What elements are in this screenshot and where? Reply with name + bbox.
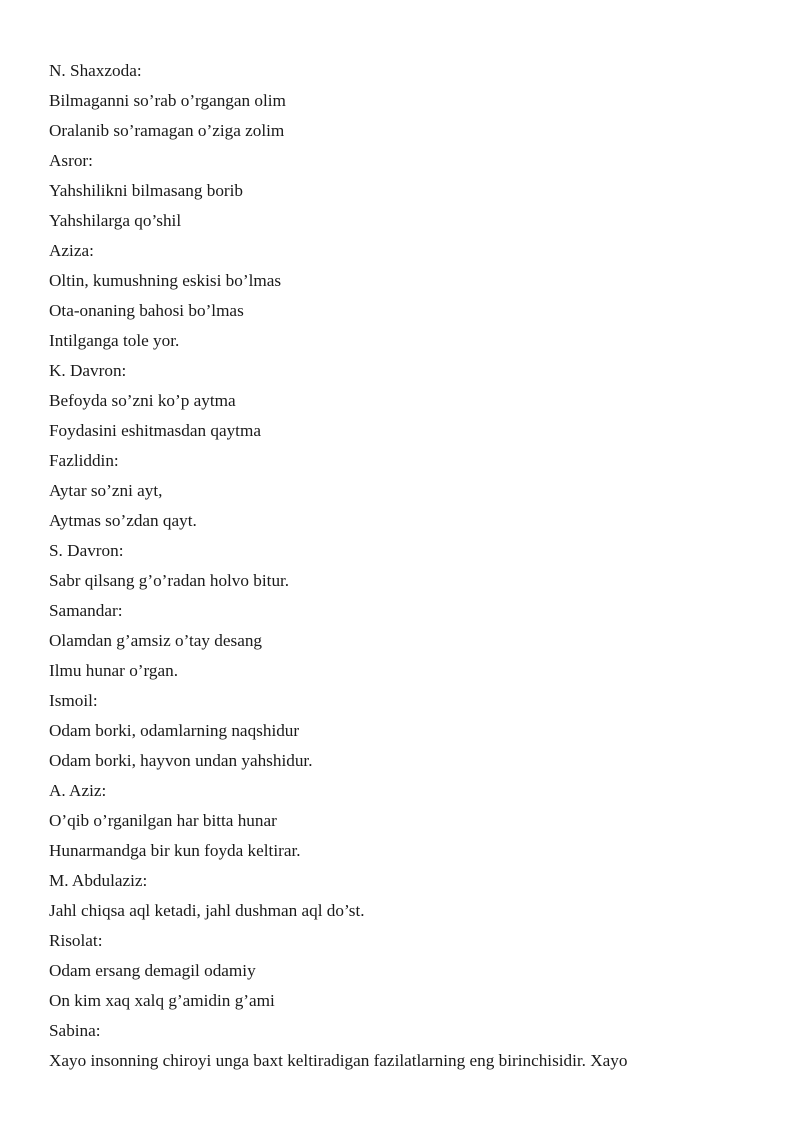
proverb-line: O’qib o’rganilgan har bitta hunar	[49, 811, 277, 830]
proverb-line: Yahshilikni bilmasang borib	[49, 181, 244, 200]
proverb-line: Odam borki, hayvon undan yahshidur.	[49, 751, 313, 770]
proverb-line: Sabr qilsang g’o’radan holvo bitur.	[49, 571, 290, 590]
proverb-line: Oralanib so’ramagan o’ziga zolim	[49, 121, 285, 140]
speaker-label: A. Aziz:	[49, 781, 107, 800]
proverb-line: Xayo insonning chiroyi unga baxt keltiradigan fazilatlarning eng birinchisidir. Xayo	[49, 1051, 628, 1070]
speaker-label: Fazliddin:	[49, 451, 119, 470]
proverb-line: Bilmaganni so’rab o’rgangan olim	[49, 91, 286, 110]
proverb-line: Ilmu hunar o’rgan.	[49, 661, 179, 680]
proverb-line: Yahshilarga qo’shil	[49, 211, 182, 230]
speaker-label: Risolat:	[49, 931, 103, 950]
speaker-label: Ismoil:	[49, 691, 98, 710]
speaker-label: Aziza:	[49, 241, 94, 260]
speaker-label: S. Davron:	[49, 541, 124, 560]
proverb-line: Aytmas so’zdan qayt.	[49, 511, 197, 530]
proverb-line: Befoyda so’zni ko’p aytma	[49, 391, 236, 410]
proverb-line: Odam ersang demagil odamiy	[49, 961, 256, 980]
proverb-line: Hunarmandga bir kun foyda keltirar.	[49, 841, 301, 860]
speaker-label: Samandar:	[49, 601, 123, 620]
speaker-label: Sabina:	[49, 1021, 101, 1040]
proverb-line: Aytar so’zni ayt,	[49, 481, 163, 500]
proverb-line: Odam borki, odamlarning naqshidur	[49, 721, 300, 740]
proverb-line: Intilganga tole yor.	[49, 331, 180, 350]
proverb-line: Ota-onaning bahosi bo’lmas	[49, 301, 244, 320]
proverb-line: Jahl chiqsa aql ketadi, jahl dushman aql do’st.	[49, 901, 365, 920]
proverb-line: On kim xaq xalq g’amidin g’ami	[49, 991, 275, 1010]
speaker-label: N. Shaxzoda:	[49, 61, 142, 80]
proverb-line: Oltin, kumushning eskisi bo’lmas	[49, 271, 282, 290]
proverb-line: Foydasini eshitmasdan qaytma	[49, 421, 261, 440]
speaker-label: Asror:	[49, 151, 93, 170]
speaker-label: K. Davron:	[49, 361, 127, 380]
text-lines	[49, 56, 769, 1076]
speaker-label: M. Abdulaziz:	[49, 871, 148, 890]
proverb-line: Olamdan g’amsiz o’tay desang	[49, 631, 263, 650]
